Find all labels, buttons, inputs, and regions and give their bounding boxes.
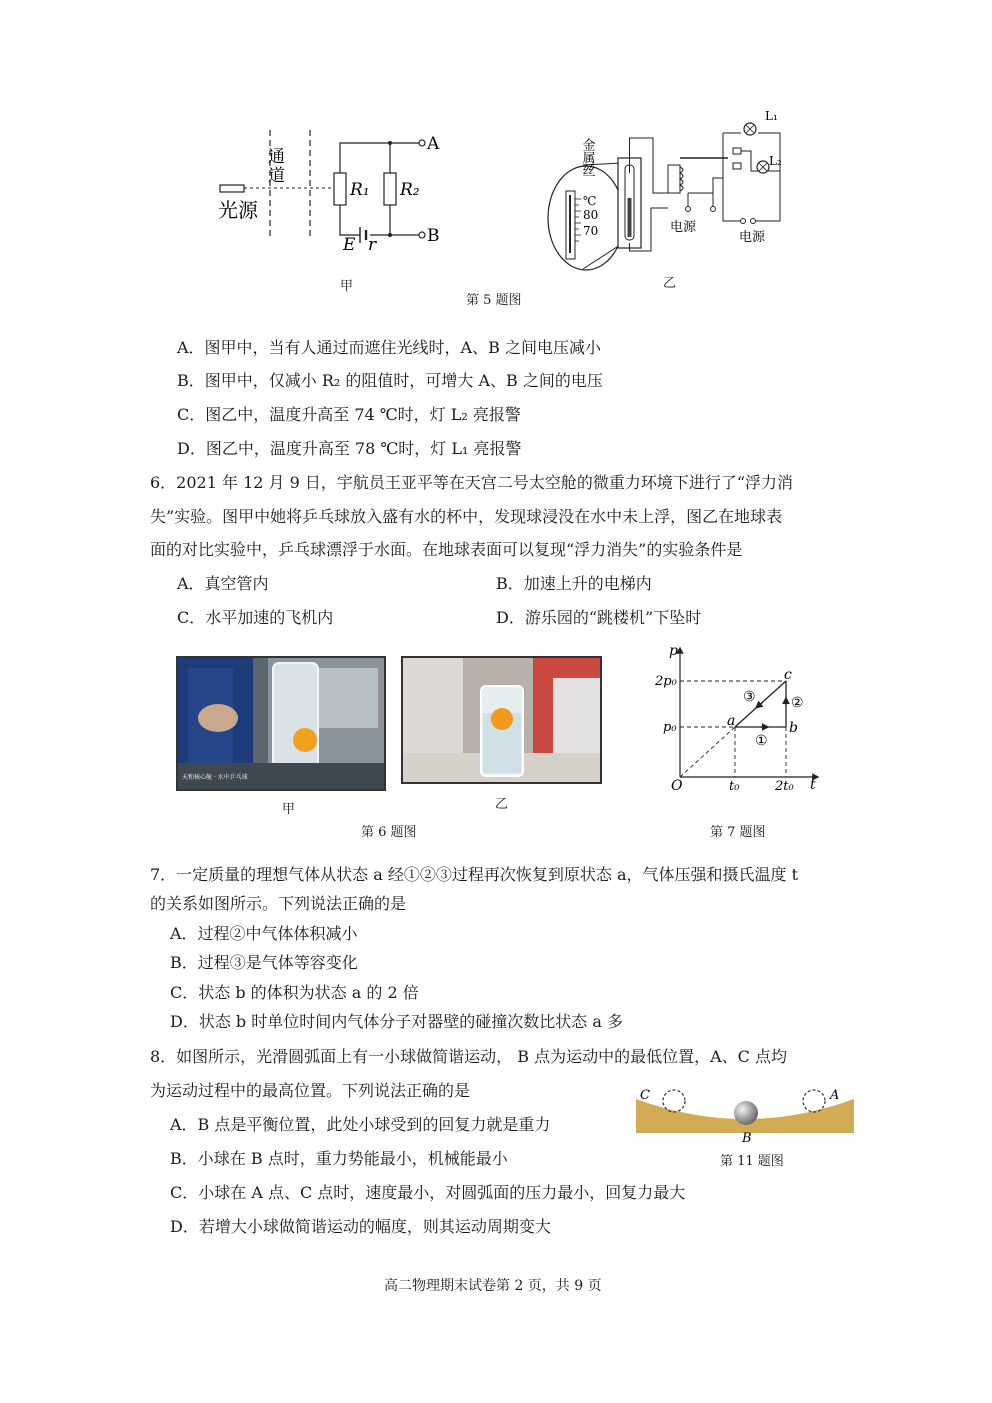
- q6-stem-line-2: 失”实验。图甲中她将乒乓球放入盛有水的杯中，发现球浸没在水中未上浮，图乙在地球表: [150, 507, 783, 526]
- label-terminal-a: A: [427, 134, 440, 154]
- q8-stem-line-1: 8．如图所示，光滑圆弧面上有一小球做简谐运动， B 点为运动中的最低位置，A、C 点均: [150, 1047, 787, 1066]
- point-c-label: C: [640, 1088, 650, 1103]
- axis-label-p: p: [669, 643, 678, 659]
- label-r: r: [368, 235, 377, 250]
- q7-option-b: B．过程③是气体等容变化: [170, 953, 358, 972]
- q8-option-a: A．B 点是平衡位置，此处小球受到的回复力就是重力: [170, 1115, 551, 1134]
- process-label-3: ③: [743, 689, 756, 705]
- label-l2: L₂: [769, 154, 782, 168]
- fig11-title: 第 11 题图: [720, 1154, 784, 1169]
- tick-label-t0: t₀: [729, 779, 740, 793]
- fig6-title: 第 6 题图: [361, 825, 417, 840]
- q5-option-a: A．图甲中，当有人通过而遮住光线时，A、B 之间电压减小: [177, 338, 601, 357]
- page-footer: 高二物理期末试卷第 2 页，共 9 页: [384, 1278, 602, 1294]
- point-label-b: b: [789, 720, 798, 736]
- tick-label-2t0: 2t₀: [775, 779, 794, 793]
- q7-stem-line-1: 7．一定质量的理想气体从状态 a 经①②③过程再次恢复到原状态 a，气体压强和摄氏温度 t: [150, 865, 799, 884]
- label-r1: R₁: [350, 180, 370, 200]
- q5-option-c: C．图乙中，温度升高至 74 ℃时，灯 L₂ 亮报警: [177, 405, 521, 424]
- tick-label-p0: p₀: [663, 720, 677, 735]
- fig5-caption-yi: 乙: [663, 276, 677, 291]
- label-e: E: [343, 235, 356, 250]
- label-light-source: 光源: [218, 198, 258, 222]
- figure-5-yi-alarm-circuit: [543, 103, 788, 273]
- q7-option-c: C．状态 b 的体积为状态 a 的 2 倍: [170, 983, 419, 1002]
- label-70: 70: [583, 224, 599, 238]
- photo-jia-caption: 天和核心舱 · 水中乒乓球: [182, 774, 248, 781]
- q5-option-b: B．图甲中，仅减小 R₂ 的阻值时，可增大 A、B 之间的电压: [177, 371, 603, 390]
- origin-label: O: [671, 778, 683, 793]
- q7-option-d: D．状态 b 时单位时间内气体分子对器壁的碰撞次数比状态 a 多: [170, 1012, 623, 1031]
- q6-option-b: B．加速上升的电梯内: [496, 574, 652, 593]
- fig6-caption-yi: 乙: [495, 797, 509, 812]
- photo-jia-space-station: [176, 656, 386, 791]
- fig7-title: 第 7 题图: [710, 825, 766, 840]
- tick-label-2p0: 2p₀: [655, 674, 677, 689]
- photo-yi-earth-lab: [401, 656, 602, 784]
- figure-arc-ball: [634, 1083, 856, 1145]
- q5-option-d: D．图乙中，温度升高至 78 ℃时，灯 L₁ 亮报警: [177, 439, 522, 458]
- point-label-c: c: [784, 667, 792, 683]
- label-power-1: 电源: [670, 220, 697, 235]
- fig6-caption-jia: 甲: [282, 802, 296, 817]
- point-b-label: B: [742, 1131, 752, 1145]
- q7-option-a: A．过程②中气体体积减小: [170, 924, 358, 943]
- figure-7-p-t-graph: [655, 643, 825, 793]
- fig5-caption-jia: 甲: [340, 279, 354, 294]
- axis-label-t: t: [810, 777, 816, 793]
- fig5-title: 第 5 题图: [466, 293, 522, 308]
- q8-option-b: B．小球在 B 点时，重力势能最小，机械能最小: [170, 1149, 508, 1168]
- q8-option-c: C．小球在 A 点、C 点时，速度最小，对圆弧面的压力最小，回复力最大: [170, 1183, 686, 1202]
- label-passage: 通道: [264, 147, 284, 185]
- q6-option-c: C．水平加速的飞机内: [177, 608, 334, 627]
- label-r2: R₂: [400, 180, 420, 200]
- label-l1: L₁: [765, 109, 778, 123]
- label-80: 80: [583, 208, 599, 222]
- q6-option-d: D．游乐园的“跳楼机”下坠时: [496, 608, 702, 627]
- q6-stem-line-3: 面的对比实验中，乒乓球漂浮于水面。在地球表面可以复现“浮力消失”的实验条件是: [150, 540, 743, 559]
- label-terminal-b: B: [427, 226, 440, 246]
- label-celsius: ℃: [583, 194, 597, 208]
- process-label-1: ①: [755, 733, 768, 749]
- q8-stem-line-2: 为运动过程中的最高位置。下列说法正确的是: [150, 1081, 471, 1100]
- q6-option-a: A．真空管内: [177, 574, 269, 593]
- point-label-a: a: [727, 713, 736, 729]
- q8-option-d: D．若增大小球做简谐运动的幅度，则其运动周期变大: [170, 1217, 551, 1236]
- label-power-2: 电源: [739, 230, 766, 245]
- point-a-label: A: [830, 1088, 840, 1103]
- process-label-2: ②: [791, 695, 804, 711]
- label-metal-wire: 金属丝: [579, 138, 595, 177]
- figure-5-jia-circuit: [215, 125, 450, 250]
- q7-stem-line-2: 的关系如图所示。下列说法正确的是: [150, 894, 407, 913]
- q6-stem-line-1: 6．2021 年 12 月 9 日，宇航员王亚平等在天宫二号太空舱的微重力环境下进行了“浮力消: [150, 473, 794, 492]
